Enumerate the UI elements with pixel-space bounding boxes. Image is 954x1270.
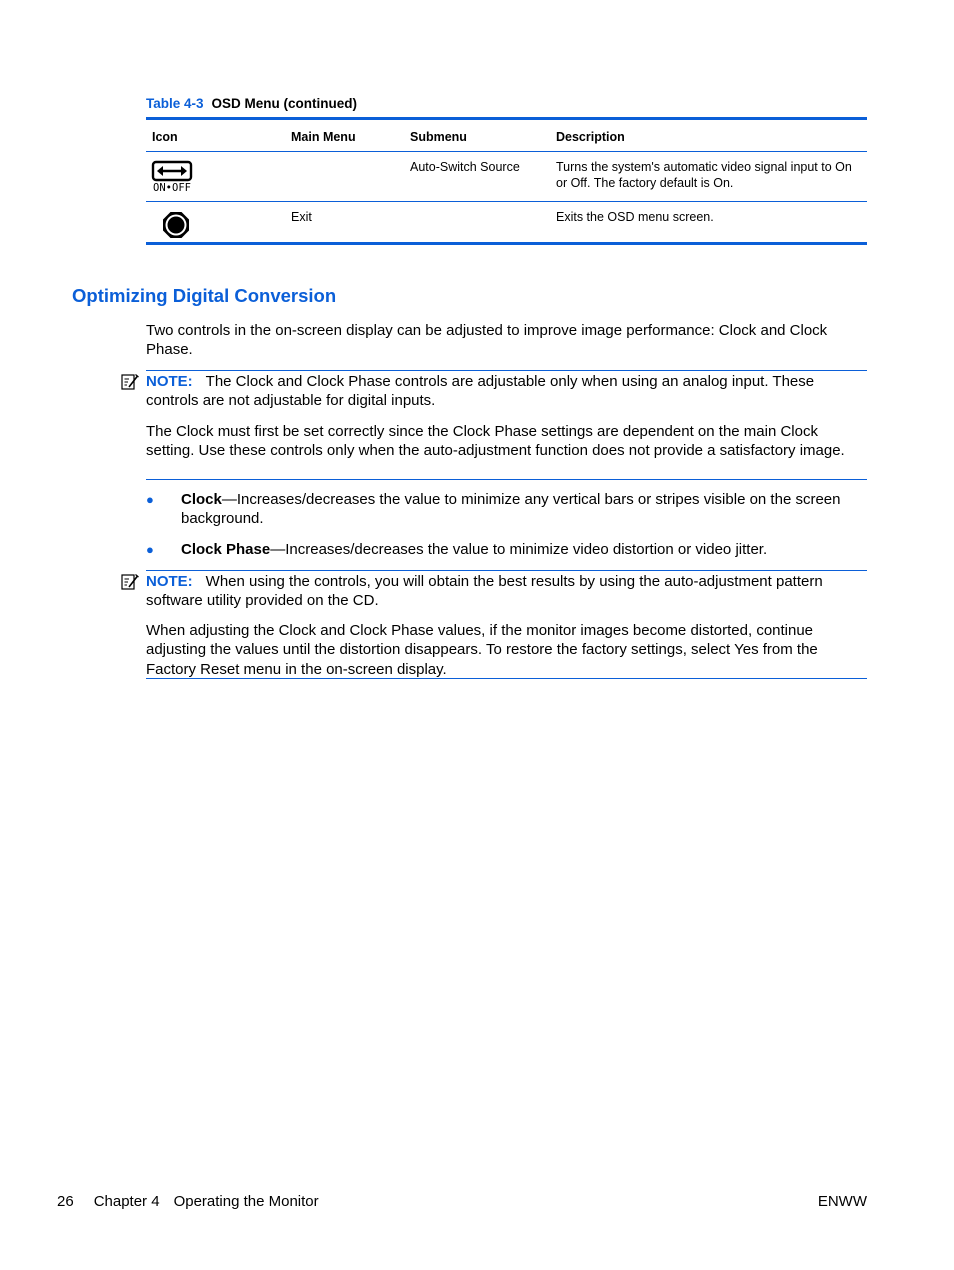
bullet-term: Clock Phase [181, 541, 271, 558]
note-label: NOTE: [146, 573, 193, 590]
footer-edition: ENWW [817, 1193, 867, 1210]
note-text: When using the controls, you will obtain the best results by using the auto-adjustment pattern software utility provided on the CD. [146, 573, 823, 610]
cell-main-menu: Exit [291, 210, 312, 224]
on-off-switch-icon [151, 160, 193, 194]
cell-submenu: Auto-Switch Source [404, 152, 550, 202]
table-caption-title: OSD Menu (continued) [211, 96, 358, 111]
on-off-icon-text: ON•OFF [153, 182, 191, 194]
cell-icon [146, 202, 285, 244]
cell-submenu [404, 202, 550, 244]
bullet-icon: ● [146, 542, 154, 557]
note-label: NOTE: [146, 373, 193, 390]
header-icon: Icon [146, 119, 285, 152]
page-footer-left [57, 1193, 319, 1210]
footer-chapter: Chapter 4 [93, 1193, 160, 1210]
cell-description: Exits the OSD menu screen. [556, 210, 714, 224]
bullet-icon: ● [146, 492, 154, 507]
note-box [146, 570, 867, 679]
intro-paragraph: Two controls in the on-screen display can be adjusted to improve image performance: Clock and Clock Phase. [146, 322, 828, 359]
table-caption-number: Table 4-3 [146, 96, 204, 111]
bullet-item [181, 540, 867, 559]
note-paragraph-continued: When adjusting the Clock and Clock Phase values, if the monitor images become distorted, continue adjusting the values until the distortion disappears. To restore the factory settings, select Yes from the Factory Reset menu in the on-screen display. [146, 622, 818, 678]
note-box [146, 370, 867, 480]
table-row [146, 202, 867, 244]
note-icon [121, 373, 139, 391]
osd-menu-table [146, 117, 867, 245]
header-description: Description [550, 119, 867, 152]
cell-icon [146, 152, 285, 202]
note-paragraph [146, 572, 868, 611]
header-submenu: Submenu [404, 119, 550, 152]
note-text: The Clock and Clock Phase controls are adjustable only when using an analog input. These controls are not adjustable for digital inputs. [146, 373, 815, 410]
bullet-term: Clock [181, 491, 222, 508]
bullet-description: —Increases/decreases the value to minimize video distortion or video jitter. [270, 541, 768, 558]
page-number: 26 [57, 1193, 74, 1210]
note-paragraph [146, 372, 868, 411]
exit-icon [162, 211, 190, 239]
bullet-description: —Increases/decreases the value to minimize any vertical bars or stripes visible on the screen background. [181, 491, 841, 528]
cell-description: Turns the system's automatic video signal input to On or Off. The factory default is On. [550, 152, 867, 202]
header-main-menu: Main Menu [285, 119, 404, 152]
note-paragraph-continued: The Clock must first be set correctly since the Clock Phase settings are dependent on the main Clock setting. Use these controls only when the auto-adjustment function does not provide a satisfactory image. [146, 423, 845, 460]
table-row [146, 152, 867, 202]
bullet-item [181, 490, 867, 529]
note-icon [121, 573, 139, 591]
footer-chapter-title: Operating the Monitor [173, 1193, 319, 1210]
table-caption [146, 96, 357, 111]
cell-main-menu [285, 152, 404, 202]
section-heading: Optimizing Digital Conversion [72, 285, 337, 306]
table-header-row [146, 119, 867, 152]
